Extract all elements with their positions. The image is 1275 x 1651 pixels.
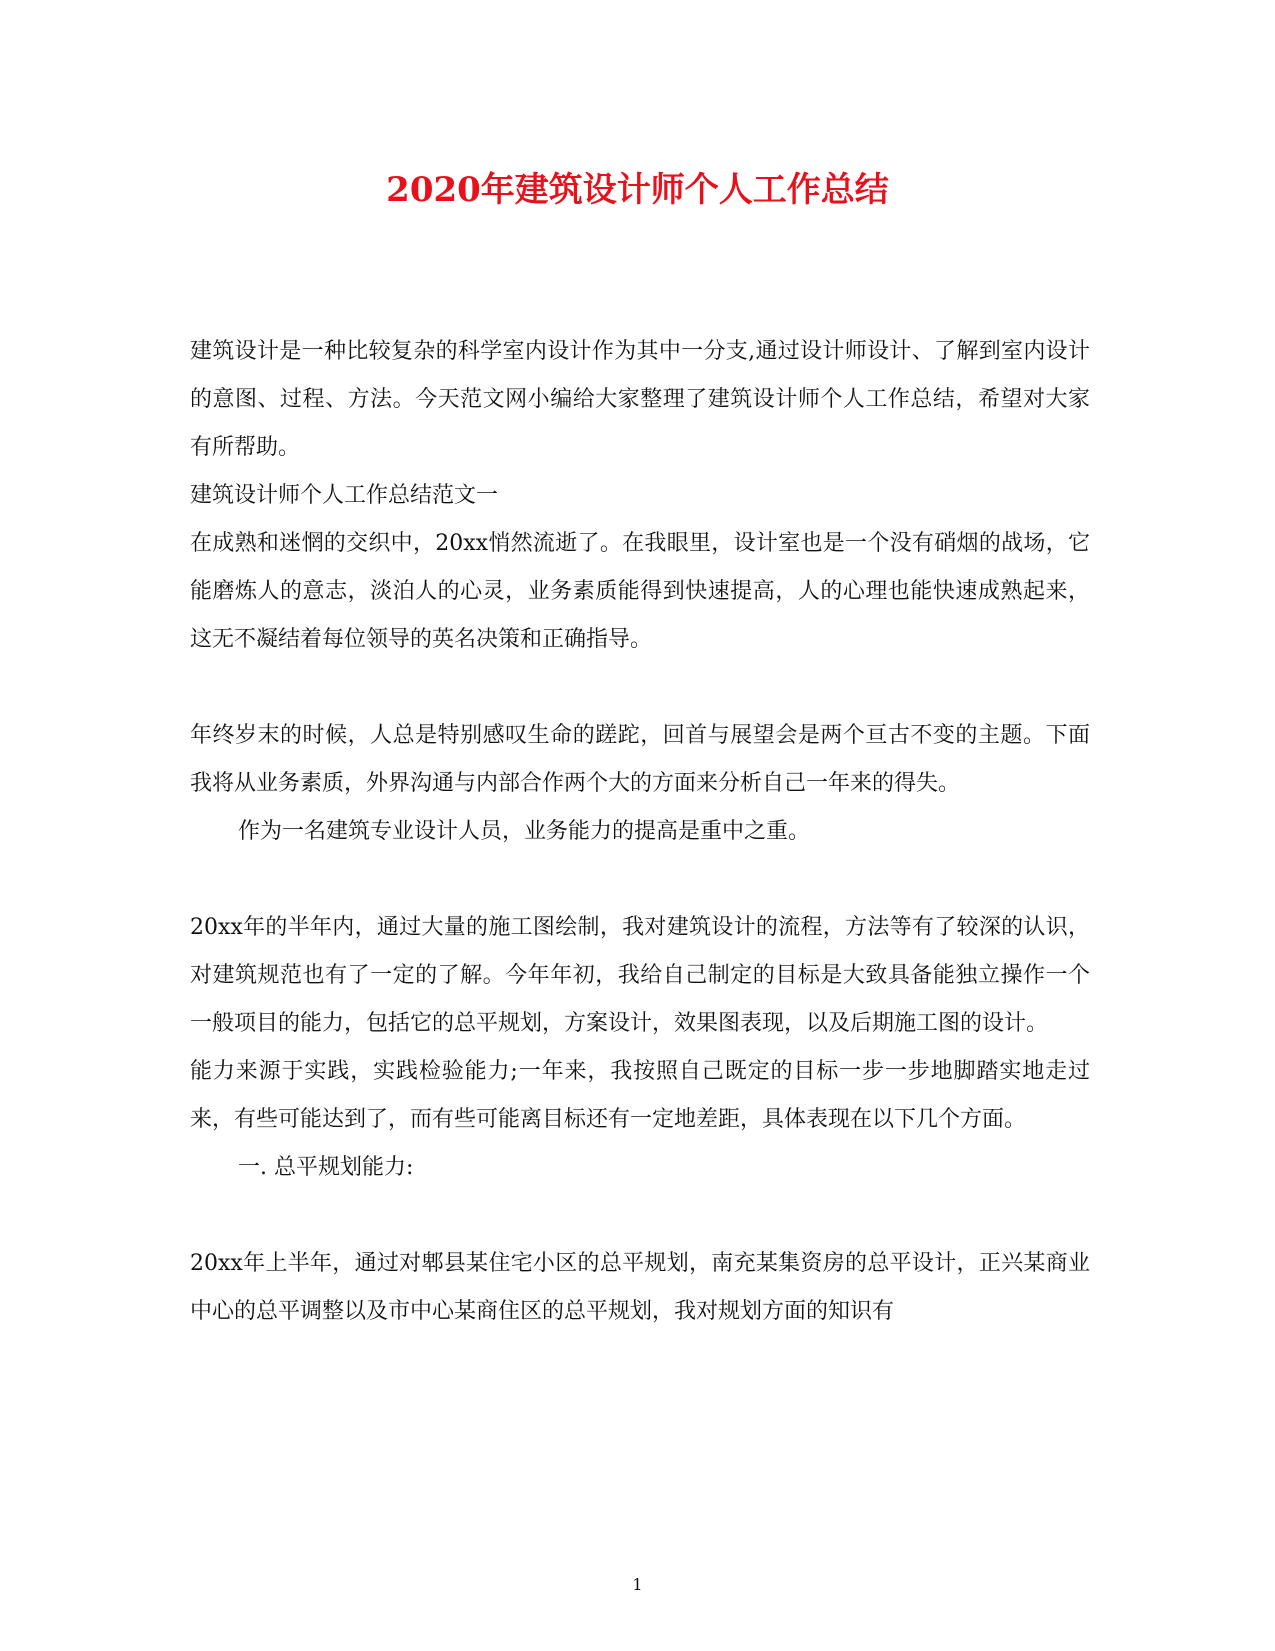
- document-body: [190, 328, 1090, 1336]
- page-number: 1: [632, 1575, 643, 1594]
- subsection-heading: 一. 总平规划能力:: [238, 1155, 414, 1180]
- document-title: 2020年建筑设计师个人工作总结: [386, 170, 889, 210]
- paragraph: 能力来源于实践，实践检验能力;一年来，我按照自己既定的目标一步一步地脚踏实地走过来，有些可能达到了，而有些可能离目标还有一定地差距，具体表现在以下几个方面。: [190, 1059, 1090, 1132]
- paragraph-intro: 建筑设计是一种比较复杂的科学室内设计作为其中一分支,通过设计师设计、了解到室内设计的意图、过程、方法。今天范文网小编给大家整理了建筑设计师个人工作总结，希望对大家有所帮助。: [190, 339, 1090, 460]
- paragraph: 作为一名建筑专业设计人员，业务能力的提高是重中之重。: [238, 819, 811, 844]
- section-heading: 建筑设计师个人工作总结范文一: [190, 483, 499, 508]
- paragraph: 年终岁末的时候，人总是特别感叹生命的蹉跎，回首与展望会是两个亘古不变的主题。下面我将从业务素质，外界沟通与内部合作两个大的方面来分析自己一年来的得失。: [190, 723, 1090, 796]
- paragraph: 在成熟和迷惘的交织中，20xx悄然流逝了。在我眼里，设计室也是一个没有硝烟的战场，它能磨炼人的意志，淡泊人的心灵，业务素质能得到快速提高，人的心理也能快速成熟起来，这无不凝结着每位领导的英名决策和正确指导。: [190, 531, 1090, 652]
- paragraph: 20xx年上半年，通过对郫县某住宅小区的总平规划，南充某集资房的总平设计，正兴某商业中心的总平调整以及市中心某商住区的总平规划，我对规划方面的知识有: [190, 1251, 1090, 1324]
- paragraph: 20xx年的半年内，通过大量的施工图绘制，我对建筑设计的流程，方法等有了较深的认识，对建筑规范也有了一定的了解。今年年初，我给自己制定的目标是大致具备能独立操作一个一般项目的能力，包括它的总平规划，方案设计，效果图表现，以及后期施工图的设计。: [190, 915, 1090, 1036]
